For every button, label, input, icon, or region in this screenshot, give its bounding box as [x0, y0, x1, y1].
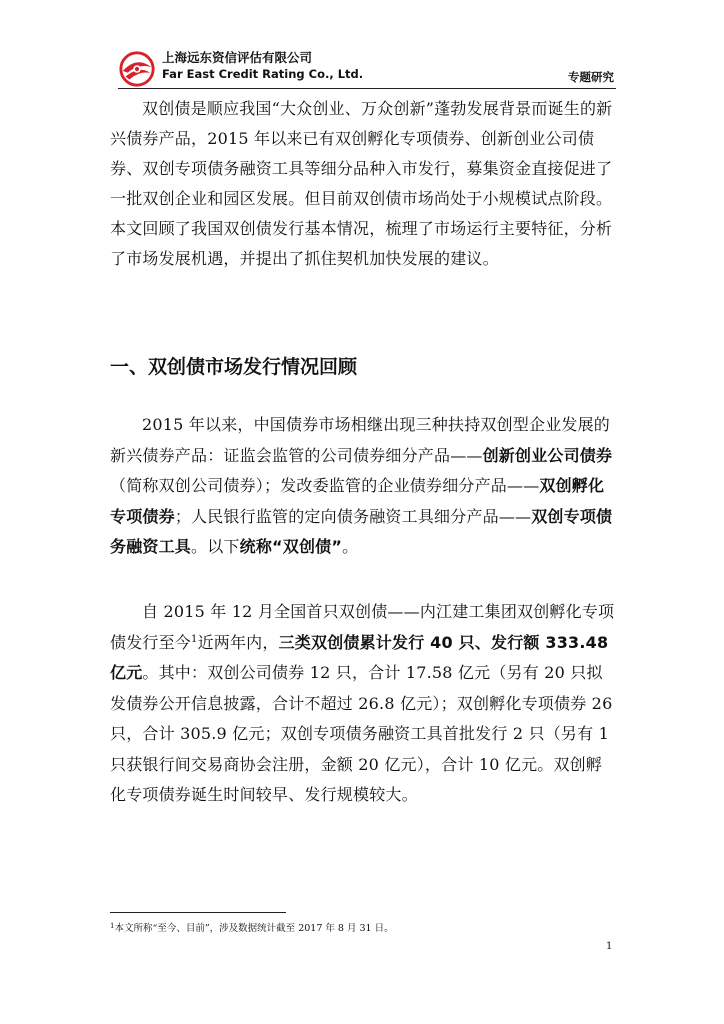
footnote-text: 本文所称“至今、目前”，涉及数据统计截至 2017 年 8 月 31 日。 — [114, 923, 394, 934]
header-divider — [118, 88, 616, 89]
text-span: 自 2015 年 12 月全国首只双创债——内江建工集团双创孵化专项债发行至今 — [110, 602, 615, 652]
bold-term: 创新创业公司债券 — [482, 445, 613, 465]
section-heading: 一、双创债市场发行情况回顾 — [110, 356, 358, 378]
body-paragraph-1 — [110, 410, 616, 563]
footnote-divider — [110, 912, 286, 913]
text-span: 。以下 — [191, 537, 240, 556]
page-header — [118, 44, 616, 90]
section-label: 专题研究 — [568, 70, 614, 84]
bold-term: 双创专项债务融资工具 — [110, 506, 613, 556]
footnote-reference[interactable]: 1 — [191, 633, 198, 645]
company-name-cn: 上海远东资信评估有限公司 — [162, 50, 313, 65]
bold-term: 双创孵化专项债券 — [110, 476, 605, 526]
text-span: 。 — [342, 537, 359, 556]
text-span: ；人民银行监管的定向债务融资工具细分产品—— — [174, 506, 532, 526]
bold-highlight: 三类双创债累计发行 40 只、发行额 333.48 亿元 — [110, 632, 609, 682]
footnote — [110, 920, 394, 934]
far-east-logo-icon — [118, 50, 156, 88]
text-span: （简称双创公司债券）；发改委监管的企业债券细分产品—— — [110, 476, 540, 495]
text-span: 2015 年以来，中国债券市场相继出现三种扶持双创型企业发展的新兴债券产品：证监会监管的公司债券细分产品—— — [110, 415, 611, 465]
intro-paragraph: 双创债是顺应我国“大众创业、万众创新”蓬勃发展背景而诞生的新兴债券产品，2015 年以来已有双创孵化专项债券、创新创业公司债券、双创专项债务融资工具等细分品种入市发行，募集资金直接促进了一批双创企业和园区发展。但目前双创债市场尚处于小规模试点阶段。本文回顾了我国双创债发行基本情况，梳理了市场运行主要特征，分析了市场发展机遇，并提出了抓住契机加快发展的建议。 — [110, 99, 613, 268]
footnote-number: 1 — [110, 922, 115, 930]
bold-term: 统称“双创债” — [239, 537, 343, 556]
company-name-en: Far East Credit Rating Co., Ltd. — [162, 67, 364, 81]
text-span: 。其中：双创公司债券 12 只，合计 17.58 亿元（另有 20 只拟发债券公开信息披露，合计不超过 26.8 亿元）；双创孵化专项债券 26 只，合计 305.9 亿元；双创专项债务融资工具首批发行 2 只（另有 1 只获银行间交易商协会注册，金额 20 亿元），合计 10 亿元。双创孵化专项债券诞生时间较早、发行规模较大。 — [110, 663, 613, 804]
text-span: 近两年内， — [197, 632, 279, 652]
page-number: 1 — [606, 941, 613, 952]
body-paragraph-2 — [110, 597, 616, 811]
